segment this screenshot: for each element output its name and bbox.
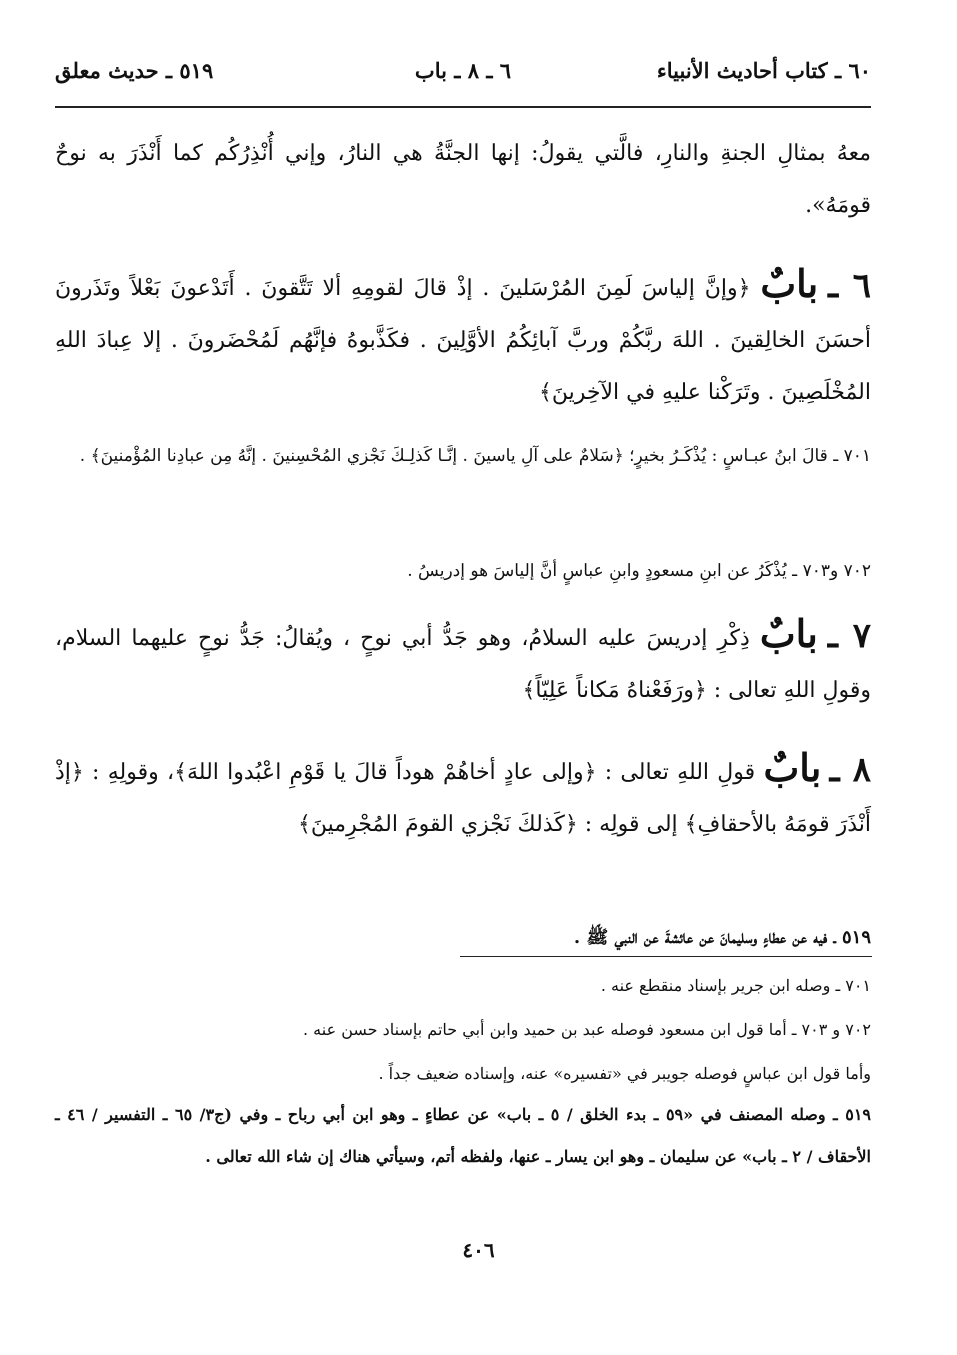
bab-8-number: ٨ ـ bbox=[829, 750, 871, 790]
bab-8-heading: بابٌ bbox=[763, 745, 822, 790]
bab-7-paragraph bbox=[55, 608, 871, 717]
bab-7-number: ٧ ـ bbox=[827, 616, 871, 656]
hadith-702-703-text: ٧٠٢ و٧٠٣ ـ يُذْكَرُ عن ابنِ مسعودٍ وابنِ عباسٍ أنَّ إلياسَ هو إدريسُ . bbox=[407, 561, 871, 581]
bab-6-text: ﴿وإنَّ إلياسَ لَمِنَ المُرْسَلينَ . إذْ قالَ لقومِهِ ألا تَتَّقونَ . أَتَدْعونَ بَعْلاً وتَذَرونَ أحسَنَ الخالِقينَ . اللهَ ربَّكُمْ وربَّ آبائِكُمُ الأوَّلِينَ . فكَذَّبوهُ فإنَّهُم لَمُحْضَرونَ . إلا عِبادَ اللهِ المُخْلَصِينَ . وتَرَكْنا عليهِ في الآخِرينَ﴾ bbox=[55, 276, 871, 405]
footnote-519-text: ٥١٩ ـ وصله المصنف في «٥٩ ـ بدء الخلق / ٥ ـ باب» عن عطاءٍ ـ وهو ابن أبي رباح ـ وفي (ج٣/ ٦٥ ـ التفسير / ٤٦ ـ الأحقاف / ٢ ـ باب» عن سليمان ـ وهو ابن يسار ـ عنها، ولفظه أتم، وسيأتي هناك إن شاء الله تعالى . bbox=[55, 1105, 871, 1166]
hadith-701 bbox=[55, 430, 871, 482]
header-divider bbox=[55, 106, 871, 108]
page-number: ٤٠٦ bbox=[462, 1238, 495, 1262]
continuation-text: معهُ بمثالِ الجنةِ والنارِ، فالَّتي يقولُ: إنها الجنَّةُ هي النارُ، وإني أُنْذِرُكُم كما أَنْذَرَ به نوحٌ قومَهُ». bbox=[55, 141, 871, 218]
bab-8-paragraph bbox=[55, 742, 871, 851]
hadith-519 bbox=[55, 924, 871, 952]
footnote-divider bbox=[460, 956, 872, 957]
footnote-702-703-continued bbox=[55, 1054, 871, 1094]
footnote-702-703-continued-text: وأما قول ابن عباسٍ فوصله جويبر في «تفسيره» عنه، وإسناده ضعيف جداً . bbox=[378, 1064, 871, 1083]
footnote-702-703-text: ٧٠٢ و ٧٠٣ ـ أما قول ابن مسعود فوصله عبد بن حميد وابن أبي حاتم بإسناد حسن عنه . bbox=[303, 1020, 871, 1039]
bab-6-number: ٦ ـ bbox=[828, 266, 872, 306]
running-header bbox=[55, 58, 871, 94]
bab-7-heading: بابٌ bbox=[759, 611, 818, 656]
footnote-519 bbox=[55, 1094, 871, 1178]
bab-6-heading: بابٌ bbox=[760, 261, 819, 306]
footnote-701 bbox=[55, 966, 871, 1006]
footnote-702-703 bbox=[55, 1010, 871, 1050]
bab-8-text: قولِ اللهِ تعالى : ﴿وإلى عادٍ أخاهُمْ هوداً قالَ يا قَوْمِ اعْبُدوا اللهَ﴾، وقولِهِ : ﴿إذْ أَنْذَرَ قومَهُ بالأحقافِ﴾ إلى قولِه : ﴿كَذلكَ نَجْزي القومَ المُجْرِمينَ﴾ bbox=[55, 760, 871, 837]
continuation-paragraph bbox=[55, 128, 871, 232]
footnote-701-text: ٧٠١ ـ وصله ابن جرير بإسناد منقطع عنه . bbox=[600, 976, 871, 995]
header-book-title: ٦٠ ـ كتاب أحاديث الأنبياء bbox=[656, 58, 871, 83]
hadith-519-text: ٥١٩ ـ فيه عن عطاءٍ وسليمانَ عن عائشةَ عن النبي ﷺ . bbox=[573, 927, 871, 948]
header-chapter-range: ٦ ـ ٨ ـ باب bbox=[414, 58, 512, 83]
bab-7-text: ذِكْرِ إدريسَ عليه السلامُ، وهو جَدُّ أبي نوحٍ ، ويُقالُ: جَدُّ نوحٍ عليهما السلام، وقولِ اللهِ تعالى : ﴿ورَفَعْناهُ مَكاناً عَلِيّاً﴾ bbox=[55, 626, 871, 703]
hadith-701-text: ٧٠١ ـ قالَ ابنُ عبـاسٍ : يُذْكَـرُ بخيرٍ؛ ﴿سَلامٌ على آلِ ياسينَ . إنَّـا كَذلِـكَ نَجْزي المُحْسِنينَ . إنَّهُ مِن عبادِنا المُؤْمنينَ﴾ . bbox=[79, 446, 871, 466]
bab-6-paragraph bbox=[55, 258, 871, 419]
hadith-702-703 bbox=[55, 545, 871, 597]
header-hadith-label: ٥١٩ ـ حديث معلق bbox=[55, 58, 214, 83]
